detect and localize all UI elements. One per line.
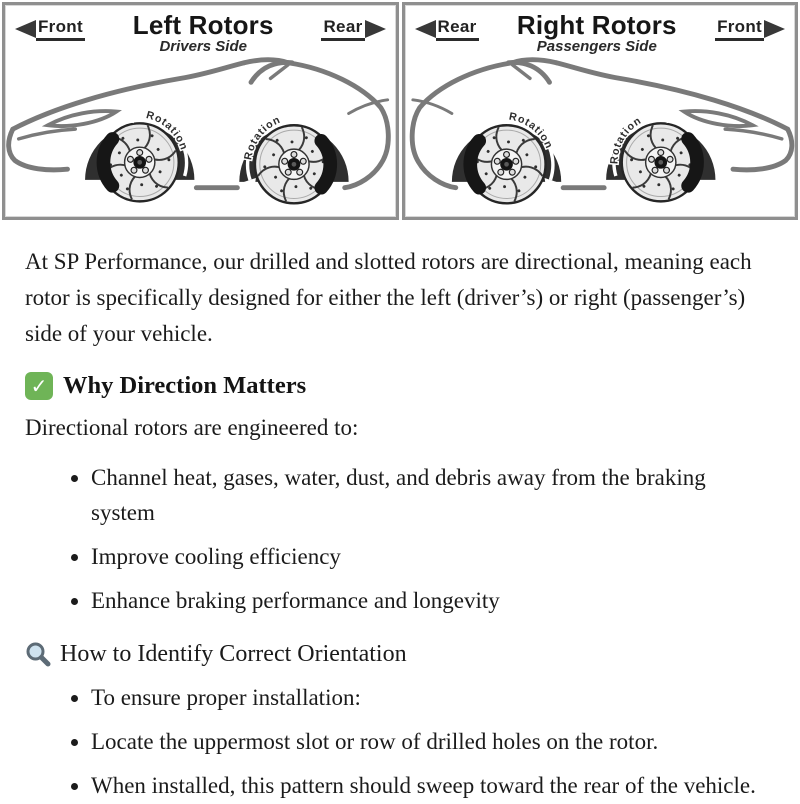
section1-heading-text: Why Direction Matters [63, 371, 307, 399]
rear-label: Rear [321, 17, 364, 41]
list-item: • Improve cooling efficiency [91, 539, 766, 575]
left-rotors-panel [2, 2, 399, 220]
front-direction-label [15, 17, 85, 41]
panel-title: Left Rotors [132, 10, 274, 40]
left-panel-header [5, 5, 396, 56]
section2-heading-text: How to Identify Correct Orientation [60, 641, 407, 667]
arrow-left-icon [15, 20, 36, 38]
rear-direction-label [321, 17, 385, 41]
svg-text:Rotation: Rotation [144, 109, 190, 153]
right-panel-titles [517, 12, 677, 55]
left-panel-titles [133, 12, 274, 55]
section2-bullet-list [25, 680, 766, 804]
svg-text:Rotation: Rotation [607, 114, 644, 165]
arrow-right-icon [365, 20, 386, 38]
front-direction-label [715, 17, 785, 41]
svg-text:Rotation: Rotation [507, 110, 555, 151]
svg-text:Rotation: Rotation [242, 113, 283, 161]
left-car-illustration [5, 53, 396, 217]
front-label: Front [715, 17, 764, 41]
panel-title: Right Rotors [516, 10, 677, 40]
list-item: • Locate the uppermost slot or row of drilled holes on the rotor. [91, 724, 766, 760]
arrow-left-icon [415, 20, 436, 38]
arrow-right-icon [764, 20, 785, 38]
list-item: • Channel heat, gases, water, dust, and debris away from the braking system [91, 460, 766, 532]
rear-direction-label [415, 17, 479, 41]
panel-subtitle: Drivers Side [159, 38, 247, 56]
list-item: • To ensure proper installation: [91, 680, 766, 716]
section-heading-identify-orientation [25, 641, 766, 668]
right-panel-header [405, 5, 796, 56]
section1-bullet-list [25, 460, 766, 620]
list-item: • Enhance braking performance and longevity [91, 583, 766, 619]
rear-label: Rear [436, 17, 479, 41]
magnifier-icon [25, 641, 52, 668]
panel-subtitle: Passengers Side [536, 38, 657, 56]
car-body-mirrored [412, 60, 792, 204]
intro-paragraph: At SP Performance, our drilled and slotted rotors are directional, meaning each rotor is specifically designed for either the left (driver’s) or right (passenger’s) side of your vehicle. [25, 249, 752, 346]
right-car-illustration [405, 53, 796, 217]
article [0, 222, 800, 804]
section-heading-why-direction-matters [25, 372, 766, 400]
car-body [9, 60, 389, 204]
list-item: • When installed, this pattern should sweep toward the rear of the vehicle. [91, 768, 766, 804]
section1-lead: Directional rotors are engineered to: [25, 414, 359, 440]
rotor-direction-diagram [0, 0, 800, 222]
check-mark-icon: ✓ [25, 372, 53, 400]
right-rotors-panel [402, 2, 799, 220]
front-label: Front [36, 17, 85, 41]
